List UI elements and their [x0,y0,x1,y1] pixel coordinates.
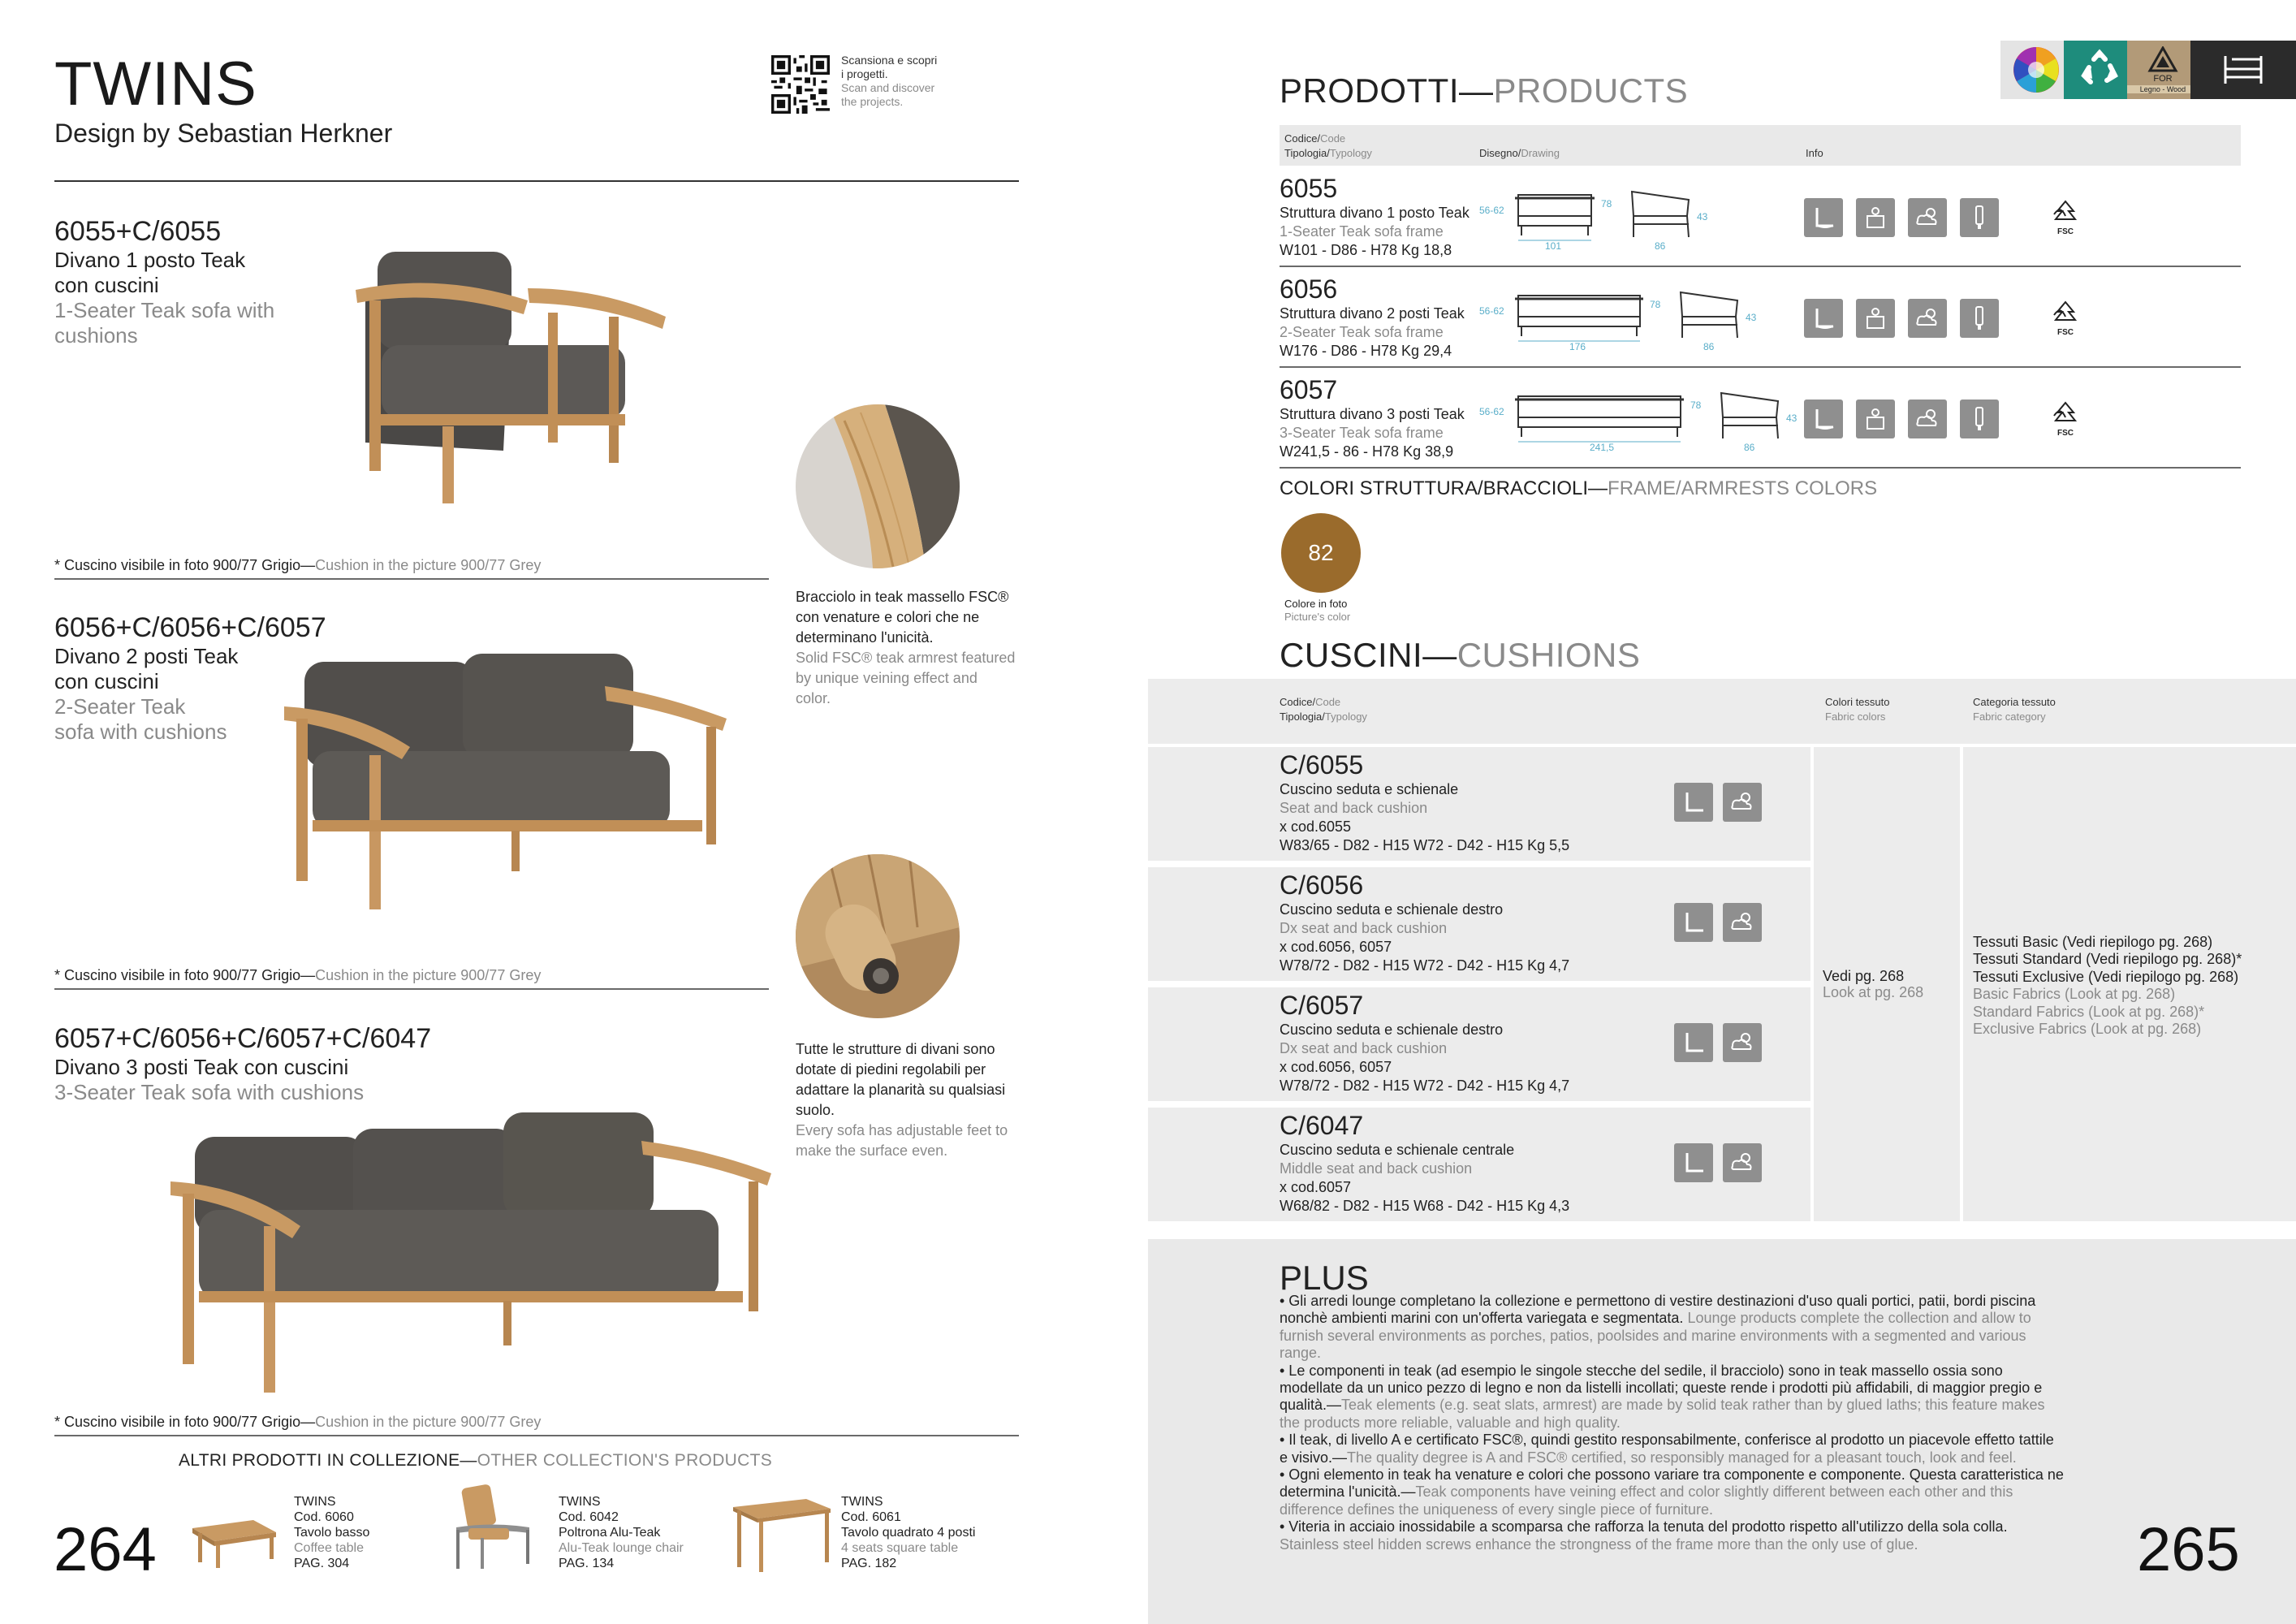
armchair-image [341,240,682,508]
cushion-type-en: Middle seat and back cushion [1280,1160,1473,1177]
front-drawing [1515,380,1687,445]
th-code-en: Code [1320,132,1346,145]
ch-type-it: Tipologia/ [1280,710,1325,723]
product-code: 6055 [1280,174,1338,203]
fsc-label: FSC [2057,328,2074,337]
plus-en: Lounge products complete the collection and allow to furnish several environments as porches, patios, poolsides and marine environments with a segmented and various range. [1280,1310,2031,1362]
lounge-icon [2220,51,2266,89]
product-name-en: 1-Seater Teak sofa with [54,298,275,322]
row-divider [1280,467,2241,469]
depth-dim: 86 [1655,240,1666,252]
ch-type-en: Typology [1324,710,1367,723]
other-code: Cod. 6061 [841,1510,901,1524]
other-it: Tavolo quadrato 4 posti [841,1526,976,1540]
th-draw-en: Drawing [1521,147,1560,159]
footnote-sep: — [300,1414,316,1430]
arm-height-dim: 43 [1746,312,1757,323]
other-it: Poltrona Alu-Teak [559,1526,661,1540]
wood-en: Wood [2166,85,2186,93]
info-care-icon[interactable] [1960,299,1999,338]
product-name-en-2: sofa with cushions [54,719,227,744]
fabric-cat-en-3: Exclusive Fabrics (Look at pg. 268) [1973,1021,2202,1038]
other-title-sep: — [460,1451,477,1470]
info-care-icon[interactable] [1960,198,1999,237]
qr-text-it-2: i progetti. [841,67,888,80]
product-name-en-2: cushions [54,323,138,348]
recycle-icon [2078,48,2121,92]
caption-en-3: color. [796,690,831,706]
info-seat-icon[interactable] [1674,1023,1713,1062]
height-dim: 78 [1601,198,1612,209]
plus-item [1280,1293,2064,1363]
frame-color-swatch[interactable]: 82 [1281,513,1361,593]
ch-colors-en: Fabric colors [1825,710,1886,723]
th-code-it: Codice/ [1284,132,1321,145]
product-name-it-2: con cuscini [54,669,159,693]
cushions-title-sep: — [1422,636,1457,674]
caption-it-1: Tutte le strutture di divani sono [796,1041,995,1057]
plus-item [1280,1466,2064,1518]
cushion-code: C/6057 [1280,991,1364,1020]
plus-en: Teak elements (e.g. seat slats, armrest) are made by solid teak rather than by glued laths; this feature makes the products more reliable, valuable and high quality. [1280,1397,2045,1431]
frame-colors-sep: — [1588,477,1608,499]
fabric-colors-it: Vedi pg. 268 [1823,968,1905,984]
swatch-label-en: Picture's color [1284,611,1351,623]
fabric-category-text [1973,934,2242,1038]
footnote-en: Cushion in the picture 900/77 Grey [315,1414,542,1430]
caption-it-3: determinano l'unicità. [796,629,934,646]
plus-list [1280,1293,2064,1553]
fsc-icon [2046,300,2085,337]
depth-dim: 86 [1744,442,1755,453]
armrest-detail-photo [796,404,960,568]
fabric-cat-en-1: Basic Fabrics (Look at pg. 268) [1973,986,2176,1003]
plus-it: • Viteria in acciaio inossidabile a scomparsa che rafforza la tenuta del prodotto rispetto all'utilizzo della sola colla. [1280,1518,2008,1535]
header-divider [54,180,1019,182]
cushion-type-it: Cuscino seduta e schienale centrale [1280,1142,1515,1158]
row-divider [1280,366,2241,368]
cushion-type-it: Cuscino seduta e schienale destro [1280,1021,1504,1038]
other-en: Alu-Teak lounge chair [559,1541,684,1555]
plus-en: The quality degree is A and FSC® certified, so responsibly managed for a pleasant touch, look and feel. [1347,1449,2017,1466]
ch-colors-it: Colori tessuto [1825,696,1890,708]
divider-3 [54,1435,1019,1436]
caption-en-1: Every sofa has adjustable feet to [796,1122,1008,1138]
color-wheel-icon [2012,45,2061,94]
cushion-dimensions: W68/82 - D82 - H15 W68 - D42 - H15 Kg 4,3 [1280,1198,1570,1214]
info-weather-icon[interactable] [1908,400,1947,438]
info-weight-icon[interactable] [1856,400,1895,438]
fsc-label: FSC [2057,227,2074,236]
info-weight-icon[interactable] [1856,299,1895,338]
product-code: 6057+C/6056+C/6057+C/6047 [54,1023,432,1054]
product-type-it: Struttura divano 1 posto Teak [1280,205,1470,221]
ch-cat-en: Fabric category [1973,710,2046,723]
footnote-sep: — [300,557,316,573]
product-name-en: 2-Seater Teak [54,694,186,719]
row-divider [1280,266,2241,267]
other-name: TWINS [294,1495,336,1509]
frame-colors-heading [1280,477,1877,500]
info-seat-icon[interactable] [1804,198,1843,237]
plus-en: Teak components have veining effect and color slightly different between each other and this difference defines the uniqueness of every single piece of furniture. [1280,1484,2013,1518]
info-seat-icon[interactable] [1804,299,1843,338]
cushion-dimensions: W83/65 - D82 - H15 W72 - D42 - H15 Kg 5,5 [1280,837,1570,853]
side-drawing [1672,284,1757,341]
info-care-icon[interactable] [1960,400,1999,438]
products-title-en: PRODUCTS [1493,71,1689,110]
fabric-colors-text [1823,968,1923,1000]
divider-2 [54,988,769,990]
tree-icon [2147,46,2179,74]
cushion-type-it: Cuscino seduta e schienale [1280,781,1459,797]
info-seat-icon[interactable] [1674,1143,1713,1182]
seat-height-dim: 56-62 [1479,205,1504,216]
product-block-3 [54,1023,431,1105]
product-type-en: 1-Seater Teak sofa frame [1280,223,1444,240]
product-type-it: Struttura divano 3 posti Teak [1280,406,1465,422]
frame-colors-it: COLORI STRUTTURA/BRACCIOLI [1280,477,1589,499]
designer-credit: Design by Sebastian Herkner [54,119,393,148]
cushions-title-en: CUSHIONS [1457,636,1641,674]
other-title-it: ALTRI PRODOTTI IN COLLEZIONE [179,1451,460,1470]
fsc-icon [2046,401,2085,438]
product-name-en: 3-Seater Teak sofa with cushions [54,1080,365,1104]
products-title-sep: — [1459,71,1494,110]
caption-it-4: suolo. [796,1102,835,1118]
footnote-3 [54,1414,541,1431]
cushion-code: C/6056 [1280,870,1364,900]
caption-en-1: Solid FSC® teak armrest featured [796,650,1016,666]
info-seat-icon[interactable] [1804,400,1843,438]
product-type-en: 2-Seater Teak sofa frame [1280,324,1444,340]
product-name-it: Divano 2 posti Teak [54,644,239,668]
other-product-3[interactable] [841,1494,975,1571]
cushion-type-en: Dx seat and back cushion [1280,920,1448,936]
cushion-type-it: Cuscino seduta e schienale destro [1280,901,1504,918]
divider-1 [54,578,769,580]
width-dim: 241,5 [1590,442,1615,453]
plus-title: PLUS [1280,1259,1369,1297]
side-drawing [1713,385,1794,442]
other-page: PAG. 134 [559,1557,615,1570]
square-table-thumb[interactable] [729,1492,835,1574]
other-en: 4 seats square table [841,1541,959,1555]
plus-en: Stainless steel hidden screws enhance the strongness of the frame more than the only use of glue. [1280,1535,1918,1553]
color-badge [2000,41,2072,99]
width-dim: 176 [1569,341,1586,352]
feet-caption [796,1039,1031,1161]
cushion-dimensions: W78/72 - D82 - H15 W72 - D42 - H15 Kg 4,7 [1280,957,1570,974]
other-page: PAG. 304 [294,1557,350,1570]
plus-it: • Il teak, di livello A e certificato FSC®, quindi gestito responsabilmente, conferisce al prodotto un piacevole effetto tattile e visivo. [1280,1432,2054,1466]
products-title-it: PRODOTTI [1280,71,1459,110]
collection-title: TWINS [54,50,257,119]
product-dimensions: W101 - D86 - H78 Kg 18,8 [1280,242,1452,258]
swatch-label-it: Colore in foto [1284,598,1348,610]
arm-height-dim: 43 [1786,412,1798,424]
cushion-dimensions: W78/72 - D82 - H15 W72 - D42 - H15 Kg 4,7 [1280,1078,1570,1094]
col-code-type [1284,132,1372,161]
th-type-en: Typology [1329,147,1372,159]
other-page: PAG. 182 [841,1557,897,1570]
cushions-heading [1280,636,1640,675]
product-name-it: Divano 1 posto Teak [54,248,246,272]
footnote-en: Cushion in the picture 900/77 Grey [315,967,542,983]
front-drawing [1515,279,1646,344]
fabric-cat-en-2: Standard Fabrics (Look at pg. 268)* [1973,1003,2205,1020]
other-title-en: OTHER COLLECTION'S PRODUCTS [477,1451,773,1470]
wood-badge-label: Legno - Wood [2127,85,2199,93]
page-number-left: 264 [54,1515,157,1584]
info-weather-icon[interactable] [1723,783,1762,822]
footnote-sep: — [300,967,316,983]
cushion-for: x cod.6056, 6057 [1280,1059,1392,1075]
cushion-col-code [1280,695,1367,724]
caption-it-3: adattare la planarità su qualsiasi [796,1082,1006,1098]
fabric-cat-it-1: Tessuti Basic (Vedi riepilogo pg. 268) [1973,934,2213,950]
fabric-cat-it-3: Tessuti Exclusive (Vedi riepilogo pg. 268) [1973,968,2239,985]
th-type-it: Tipologia/ [1284,147,1330,159]
product-type-en: 3-Seater Teak sofa frame [1280,425,1444,441]
plus-item [1280,1518,2064,1553]
other-product-1[interactable] [294,1494,369,1571]
front-drawing [1515,179,1598,244]
cushion-for: x cod.6055 [1280,818,1352,835]
info-weight-icon[interactable] [1856,198,1895,237]
arm-height-dim: 43 [1697,211,1708,222]
products-heading [1280,71,1688,110]
cushion-for: x cod.6056, 6057 [1280,939,1392,955]
info-seat-icon[interactable] [1674,903,1713,942]
outdoor-badge [2190,41,2296,99]
col-drawing [1479,146,1560,161]
wood-badge-top: FOR [2153,74,2173,84]
lounge-chair-thumb[interactable] [448,1483,537,1572]
plus-item [1280,1363,2064,1432]
col-info: Info [1806,147,1823,159]
info-weather-icon[interactable] [1908,198,1947,237]
footnote-it: * Cuscino visibile in foto 900/77 Grigio [54,967,301,983]
th-draw-it: Disegno/ [1479,147,1521,159]
qr-text-en-2: the projects. [841,95,904,108]
cushion-for: x cod.6057 [1280,1179,1352,1195]
qr-code[interactable] [771,55,830,114]
three-seater-image [162,1104,779,1397]
caption-it-2: dotate di piedini regolabili per [796,1061,986,1078]
height-dim: 78 [1650,299,1661,310]
plus-it: • Ogni elemento in teak ha venature e colori che possono variare tra componente e componente. Questa caratteristica ne determina l'unicità. [1280,1466,2064,1501]
other-code: Cod. 6042 [559,1510,619,1524]
plus-it: • Le componenti in teak (ad esempio le singole stecche del sedile, il bracciolo) sono in teak massello ossia sono modellate da un unico pezzo di legno e non da listelli incollati; queste rende i prodotti più affidabili, di maggior pregio e qualità. [1280,1362,2043,1414]
cushion-code: C/6047 [1280,1111,1364,1140]
other-name: TWINS [841,1495,883,1509]
plus-sep: — [1327,1397,1342,1414]
plus-it: • Gli arredi lounge completano la collezione e permettono di vestire destinazioni d'uso quali portici, patii, bordi piscina nonchè ambienti marini con un'offerta variegata e segmentata. [1280,1293,2036,1327]
cushion-code: C/6055 [1280,750,1364,780]
other-en: Coffee table [294,1541,364,1555]
cushion-col-colors [1825,695,1889,724]
product-name-it: Divano 3 posti Teak con cuscini [54,1055,349,1079]
info-weather-icon[interactable] [1908,299,1947,338]
product-code: 6056 [1280,274,1338,304]
ch-code-it: Codice/ [1280,696,1316,708]
caption-en-2: make the surface even. [796,1142,948,1159]
info-weather-icon[interactable] [1723,1143,1762,1182]
product-name-it-2: con cuscini [54,273,159,297]
recycle-badge [2064,41,2135,99]
product-code: 6055+C/6055 [54,216,222,247]
other-it: Tavolo basso [294,1526,370,1540]
caption-it-1: Bracciolo in teak massello FSC® [796,589,1009,605]
page-number-right: 265 [2137,1515,2240,1584]
qr-text-en-1: Scan and discover [841,81,935,94]
other-name: TWINS [559,1495,601,1509]
caption-it-2: con venature e colori che ne [796,609,980,625]
depth-dim: 86 [1703,341,1715,352]
info-weather-icon[interactable] [1723,1023,1762,1062]
coffee-table-thumb[interactable] [188,1512,278,1569]
product-code: 6056+C/6056+C/6057 [54,612,326,643]
seat-height-dim: 56-62 [1479,305,1504,317]
ch-code-en: Code [1315,696,1341,708]
product-block-1 [54,216,274,348]
ch-cat-it: Categoria tessuto [1973,696,2056,708]
caption-en-2: by unique veining effect and [796,670,978,686]
swatch-label [1284,598,1350,624]
wood-it: Legno [2139,85,2160,93]
armrest-caption [796,587,1031,709]
cushion-type-en: Dx seat and back cushion [1280,1040,1448,1056]
product-code: 6057 [1280,375,1338,404]
product-type-it: Struttura divano 2 posti Teak [1280,305,1465,322]
footnote-2 [54,967,541,984]
qr-text-it-1: Scansiona e scopri [841,54,938,67]
height-dim: 78 [1690,400,1702,411]
width-dim: 101 [1545,240,1562,252]
product-dimensions: W176 - D86 - H78 Kg 29,4 [1280,343,1452,359]
footnote-en: Cushion in the picture 900/77 Grey [315,557,542,573]
plus-sep: — [1332,1449,1348,1466]
fsc-label: FSC [2057,429,2074,438]
plus-item [1280,1432,2064,1466]
cushion-type-en: Seat and back cushion [1280,800,1428,816]
info-weather-icon[interactable] [1723,903,1762,942]
wood-badge [2127,41,2199,99]
frame-colors-en: FRAME/ARMRESTS COLORS [1608,477,1878,499]
info-seat-icon[interactable] [1674,783,1713,822]
footnote-it: * Cuscino visibile in foto 900/77 Grigio [54,1414,301,1430]
side-drawing [1624,184,1708,240]
fabric-cat-it-2: Tessuti Standard (Vedi riepilogo pg. 268)* [1973,951,2242,968]
plus-sep: — [1400,1484,1416,1501]
footnote-1 [54,557,541,574]
adjustable-foot-photo [796,854,960,1018]
other-products-heading [179,1451,772,1471]
other-product-2[interactable] [559,1494,684,1571]
fabric-colors-en: Look at pg. 268 [1823,984,1924,1000]
fsc-icon [2046,200,2085,236]
cushions-title-it: CUSCINI [1280,636,1423,674]
cushion-col-category [1973,695,2056,724]
product-dimensions: W241,5 - 86 - H78 Kg 38,9 [1280,443,1454,460]
two-seater-image [280,646,735,914]
qr-caption [841,54,947,109]
footnote-it: * Cuscino visibile in foto 900/77 Grigio [54,557,301,573]
other-code: Cod. 6060 [294,1510,354,1524]
seat-height-dim: 56-62 [1479,406,1504,417]
products-table-header [1280,125,2241,166]
